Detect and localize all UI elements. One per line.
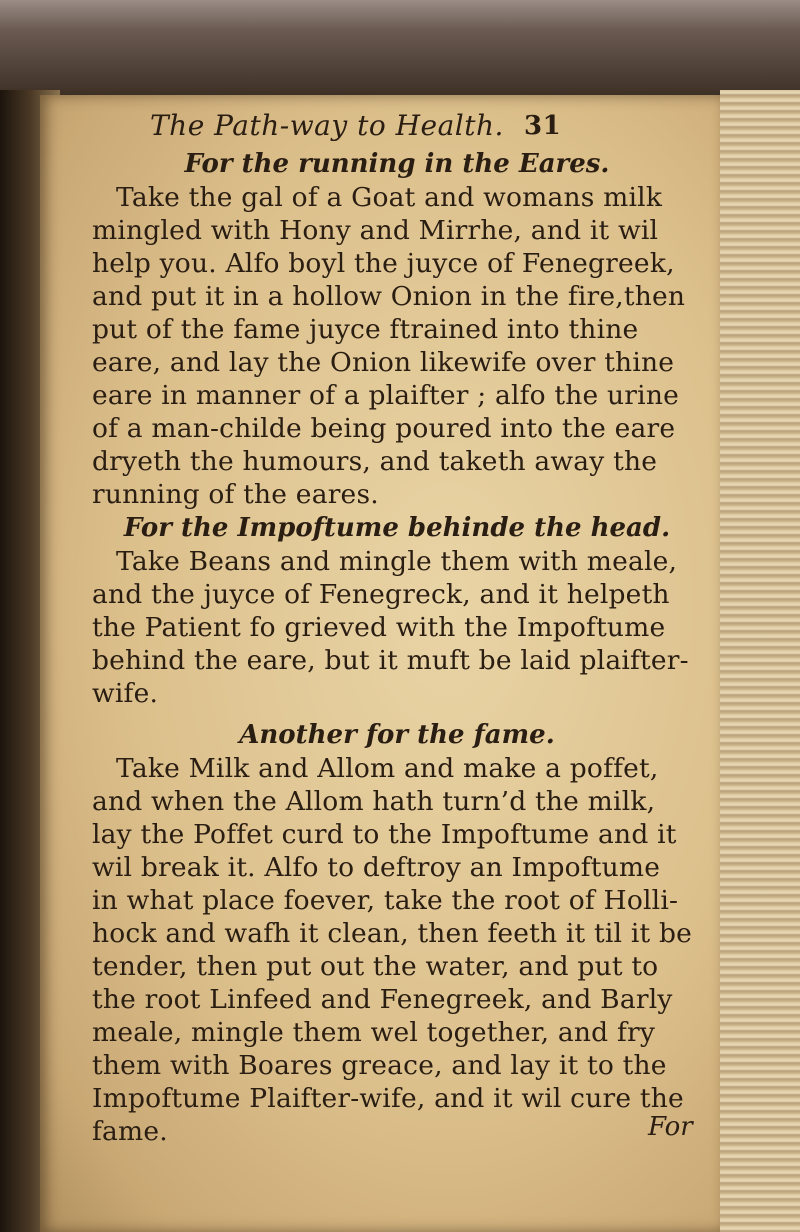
text-line: fame. — [92, 1116, 168, 1147]
text-line: help you. Alfo boyl the juyce of Fenegreek, — [92, 248, 675, 279]
text-line: Take the gal of a Goat and womans milk — [116, 182, 663, 213]
text-line: put of the fame juyce ftrained into thine — [92, 314, 639, 345]
text-line: behind the eare, but it muft be laid plaifter- — [92, 645, 689, 676]
page-edges — [720, 90, 800, 1232]
section-heading: For the Impoftume behinde the head. — [123, 513, 671, 543]
spacer — [92, 710, 702, 718]
running-header — [92, 107, 702, 147]
text-line: eare in manner of a plaifter ; alfo the urine — [92, 380, 680, 411]
text-line: and put it in a hollow Onion in the fire,then — [92, 281, 686, 312]
text-line: meale, mingle them wel together, and fry — [92, 1017, 655, 1048]
section-body — [92, 545, 702, 710]
text-line: Take Beans and mingle them with meale, — [116, 546, 678, 577]
text-line: them with Boares greace, and lay it to the — [92, 1050, 667, 1081]
text-line: and when the Allom hath turn’d the milk, — [92, 786, 656, 817]
text-line: in what place foever, take the root of Holli- — [92, 885, 679, 916]
text-line: hock and wafh it clean, then feeth it til it be — [92, 918, 693, 949]
text-line: lay the Poffet curd to the Impoftume and it — [92, 819, 677, 850]
text-line: and the juyce of Fenegreck, and it helpeth — [92, 579, 670, 610]
text-line: running of the eares. — [92, 479, 379, 510]
text-line: Impoftume Plaifter-wife, and it wil cure the — [92, 1083, 684, 1114]
scan-background-top — [0, 0, 800, 100]
text-line: the Patient fo grieved with the Impoftume — [92, 612, 666, 643]
page-number: 31 — [524, 111, 562, 141]
text-line: Take Milk and Allom and make a poffet, — [116, 753, 659, 784]
section-heading: Another for the fame. — [239, 720, 555, 750]
section-body — [92, 752, 702, 1148]
text-line: tender, then put out the water, and put to — [92, 951, 659, 982]
text-line: mingled with Hony and Mirrhe, and it wil — [92, 215, 659, 246]
catchword: For — [648, 1112, 693, 1142]
section-heading: For the running in the Eares. — [184, 149, 610, 179]
text-line: the root Linfeed and Fenegreek, and Barly — [92, 984, 673, 1015]
book-page — [40, 95, 720, 1232]
page-content — [92, 107, 702, 1148]
text-line: dryeth the humours, and taketh away the — [92, 446, 658, 477]
text-line: eare, and lay the Onion likewife over thine — [92, 347, 675, 378]
section-body — [92, 181, 702, 511]
text-line: of a man-childe being poured into the eare — [92, 413, 676, 444]
text-line: wil break it. Alfo to deftroy an Impoftume — [92, 852, 661, 883]
running-title: The Path-way to Health. — [150, 109, 504, 142]
text-line: wife. — [92, 678, 159, 709]
